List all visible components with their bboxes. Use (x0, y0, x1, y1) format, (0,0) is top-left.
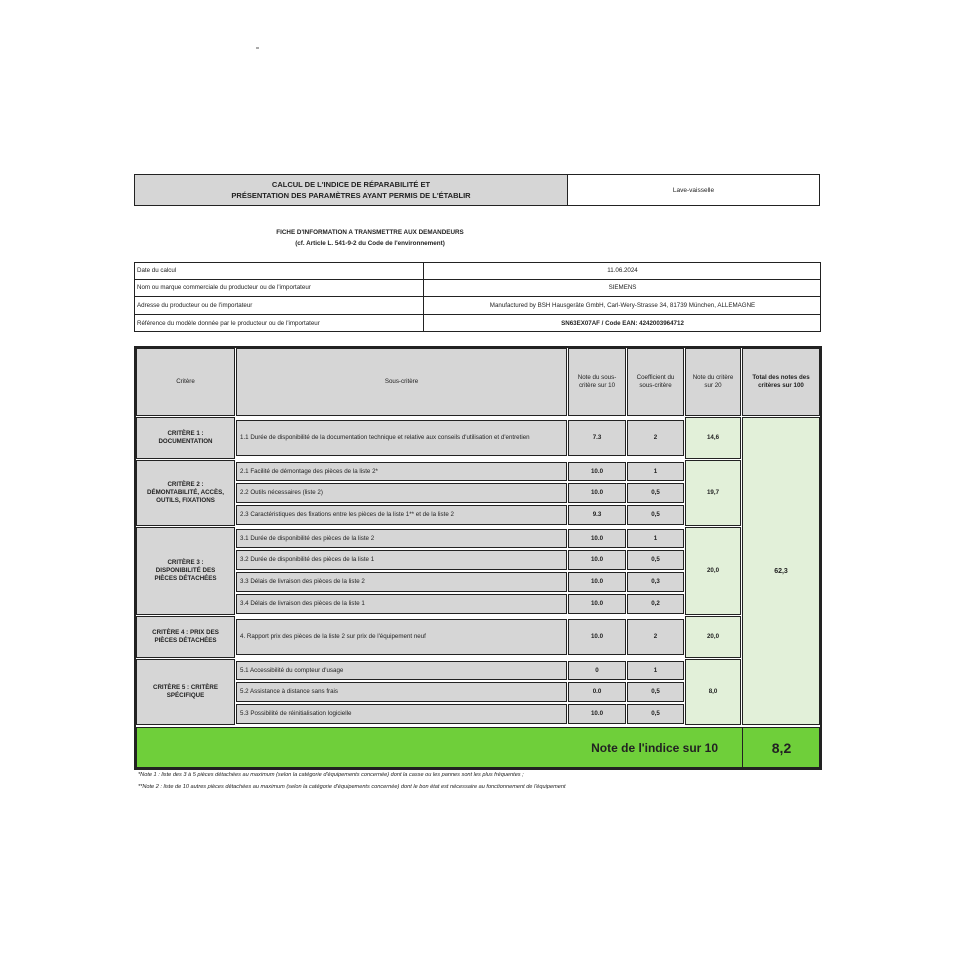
sub-3-2-note: 10.0 (568, 550, 626, 570)
product-type: Lave-vaisselle (567, 174, 820, 206)
sub-1-1-coef: 2 (627, 420, 684, 456)
title-line-1: CALCUL DE L'INDICE DE RÉPARABILITÉ ET (271, 180, 431, 189)
info-value-date: 11.06.2024 (607, 266, 638, 274)
footnote-2: **Note 2 : liste de 10 autres pièces détachées au maximum (selon la catégorie d'équipements concernée) dont le bon état est nécessaire au fonctionnement de l'équipement (138, 784, 566, 790)
criterion-5-label: CRITÈRE 5 : CRITÈRE SPÉCIFIQUE (136, 659, 235, 725)
sub-2-2-coef: 0,5 (627, 483, 684, 503)
header-sous-critere: Sous-critère (236, 348, 567, 416)
final-value: 8,2 (742, 727, 820, 768)
info-value-model: SN63EX07AF / Code EAN: 4242003964712 (561, 319, 684, 327)
sub-2-2-label: 2.2 Outils nécessaires (liste 2) (236, 483, 567, 503)
header-note-sous: Note du sous-critère sur 10 (568, 348, 626, 416)
sub-2-3-note: 9.3 (568, 505, 626, 525)
sub-5-3-coef: 0,5 (627, 704, 684, 724)
sub-3-4-label: 3.4 Délais de livraison des pièces de la liste 1 (236, 594, 567, 614)
sub-3-1-label: 3.1 Durée de disponibilité des pièces de la liste 2 (236, 529, 567, 548)
sub-3-1-coef: 1 (627, 529, 684, 548)
sub-3-2-coef: 0,5 (627, 550, 684, 570)
sub-2-2-note: 10.0 (568, 483, 626, 503)
sub-5-2-note: 0.0 (568, 682, 626, 702)
sub-5-1-coef: 1 (627, 661, 684, 680)
criterion-3-score: 20,0 (685, 527, 741, 615)
sub-3-1-note: 10.0 (568, 529, 626, 548)
sub-2-1-note: 10.0 (568, 462, 626, 481)
sub-2-3-coef: 0,5 (627, 505, 684, 525)
sub-5-3-note: 10.0 (568, 704, 626, 724)
info-label-address: Adresse du producteur ou de l'importateur (137, 301, 253, 309)
sub-5-2-coef: 0,5 (627, 682, 684, 702)
sub-3-3-label: 3.3 Délais de livraison des pièces de la liste 2 (236, 572, 567, 592)
header-note-crit: Note du critère sur 20 (685, 348, 741, 416)
sub-1-1-label: 1.1 Durée de disponibilité de la documentation technique et relative aux conseils d'utilisation et d'entretien (236, 420, 567, 456)
criterion-3-label: CRITÈRE 3 : DISPONIBILITÉ DES PIÈCES DÉTACHÉES (136, 527, 235, 615)
criterion-2-label: CRITÈRE 2 : DÉMONTABILITÉ, ACCÈS, OUTILS, FIXATIONS (136, 460, 235, 526)
sub-1-1-note: 7.3 (568, 420, 626, 456)
info-label-date: Date du calcul (137, 266, 177, 274)
sub-3-4-coef: 0,2 (627, 594, 684, 614)
criterion-2-score: 19,7 (685, 460, 741, 526)
final-label: Note de l'indice sur 10 (591, 740, 718, 755)
sub-5-1-label: 5.1 Accessibilité du compteur d'usage (236, 661, 567, 680)
header-coef: Coefficient du sous-critère (627, 348, 684, 416)
sub-3-4-note: 10.0 (568, 594, 626, 614)
title-line-2: PRÉSENTATION DES PARAMÈTRES AYANT PERMIS DE L'ÉTABLIR (231, 191, 471, 200)
sub-5-3-label: 5.3 Possibilité de réinitialisation logicielle (236, 704, 567, 724)
sub-2-1-label: 2.1 Facilité de démontage des pièces de la liste 2* (236, 462, 567, 481)
page-title (134, 174, 568, 206)
subtitle (200, 225, 540, 251)
sub-3-3-note: 10.0 (568, 572, 626, 592)
header-total: Total des notes des critères sur 100 (742, 348, 820, 416)
subtitle-line-1: FICHE D'INFORMATION A TRANSMETTRE AUX DEMANDEURS (276, 229, 464, 236)
info-label-model: Référence du modèle donnée par le producteur ou de l'importateur (137, 319, 320, 327)
sub-4-1-coef: 2 (627, 619, 684, 655)
info-value-brand: SIEMENS (608, 284, 637, 291)
stray-mark (256, 47, 259, 49)
footnote-1: *Note 1 : liste des 3 à 5 pièces détachées au maximum (selon la catégorie d'équipements concernée) dont la casse ou les pannes sont les plus fréquentes ; (138, 772, 524, 778)
sub-5-1-note: 0 (568, 661, 626, 680)
total-score: 62,3 (742, 417, 820, 725)
criterion-1-score: 14,6 (685, 417, 741, 459)
sub-4-1-note: 10.0 (568, 619, 626, 655)
sub-3-2-label: 3.2 Durée de disponibilité des pièces de la liste 1 (236, 550, 567, 570)
sub-2-3-label: 2.3 Caractéristiques des fixations entre les pièces de la liste 1** et de la liste 2 (236, 505, 567, 525)
sub-2-1-coef: 1 (627, 462, 684, 481)
sub-3-3-coef: 0,3 (627, 572, 684, 592)
criterion-5-score: 8,0 (685, 659, 741, 725)
info-label-brand: Nom ou marque commerciale du producteur ou de l'importateur (137, 284, 311, 291)
criterion-1-label: CRITÈRE 1 : DOCUMENTATION (136, 417, 235, 459)
subtitle-line-2: (cf. Article L. 541-9-2 du Code de l'environnement) (295, 240, 445, 247)
sub-5-2-label: 5.2 Assistance à distance sans frais (236, 682, 567, 702)
info-value-address: Manufactured by BSH Hausgeräte GmbH, Carl-Wery-Strasse 34, 81739 München, ALLEMAGNE (489, 301, 756, 309)
criterion-4-score: 20,0 (685, 616, 741, 658)
header-critere: Critère (136, 348, 235, 416)
criterion-4-label: CRITÈRE 4 : PRIX DES PIÈCES DÉTACHÉES (136, 616, 235, 658)
sub-4-1-label: 4. Rapport prix des pièces de la liste 2 sur prix de l'équipement neuf (236, 619, 567, 655)
